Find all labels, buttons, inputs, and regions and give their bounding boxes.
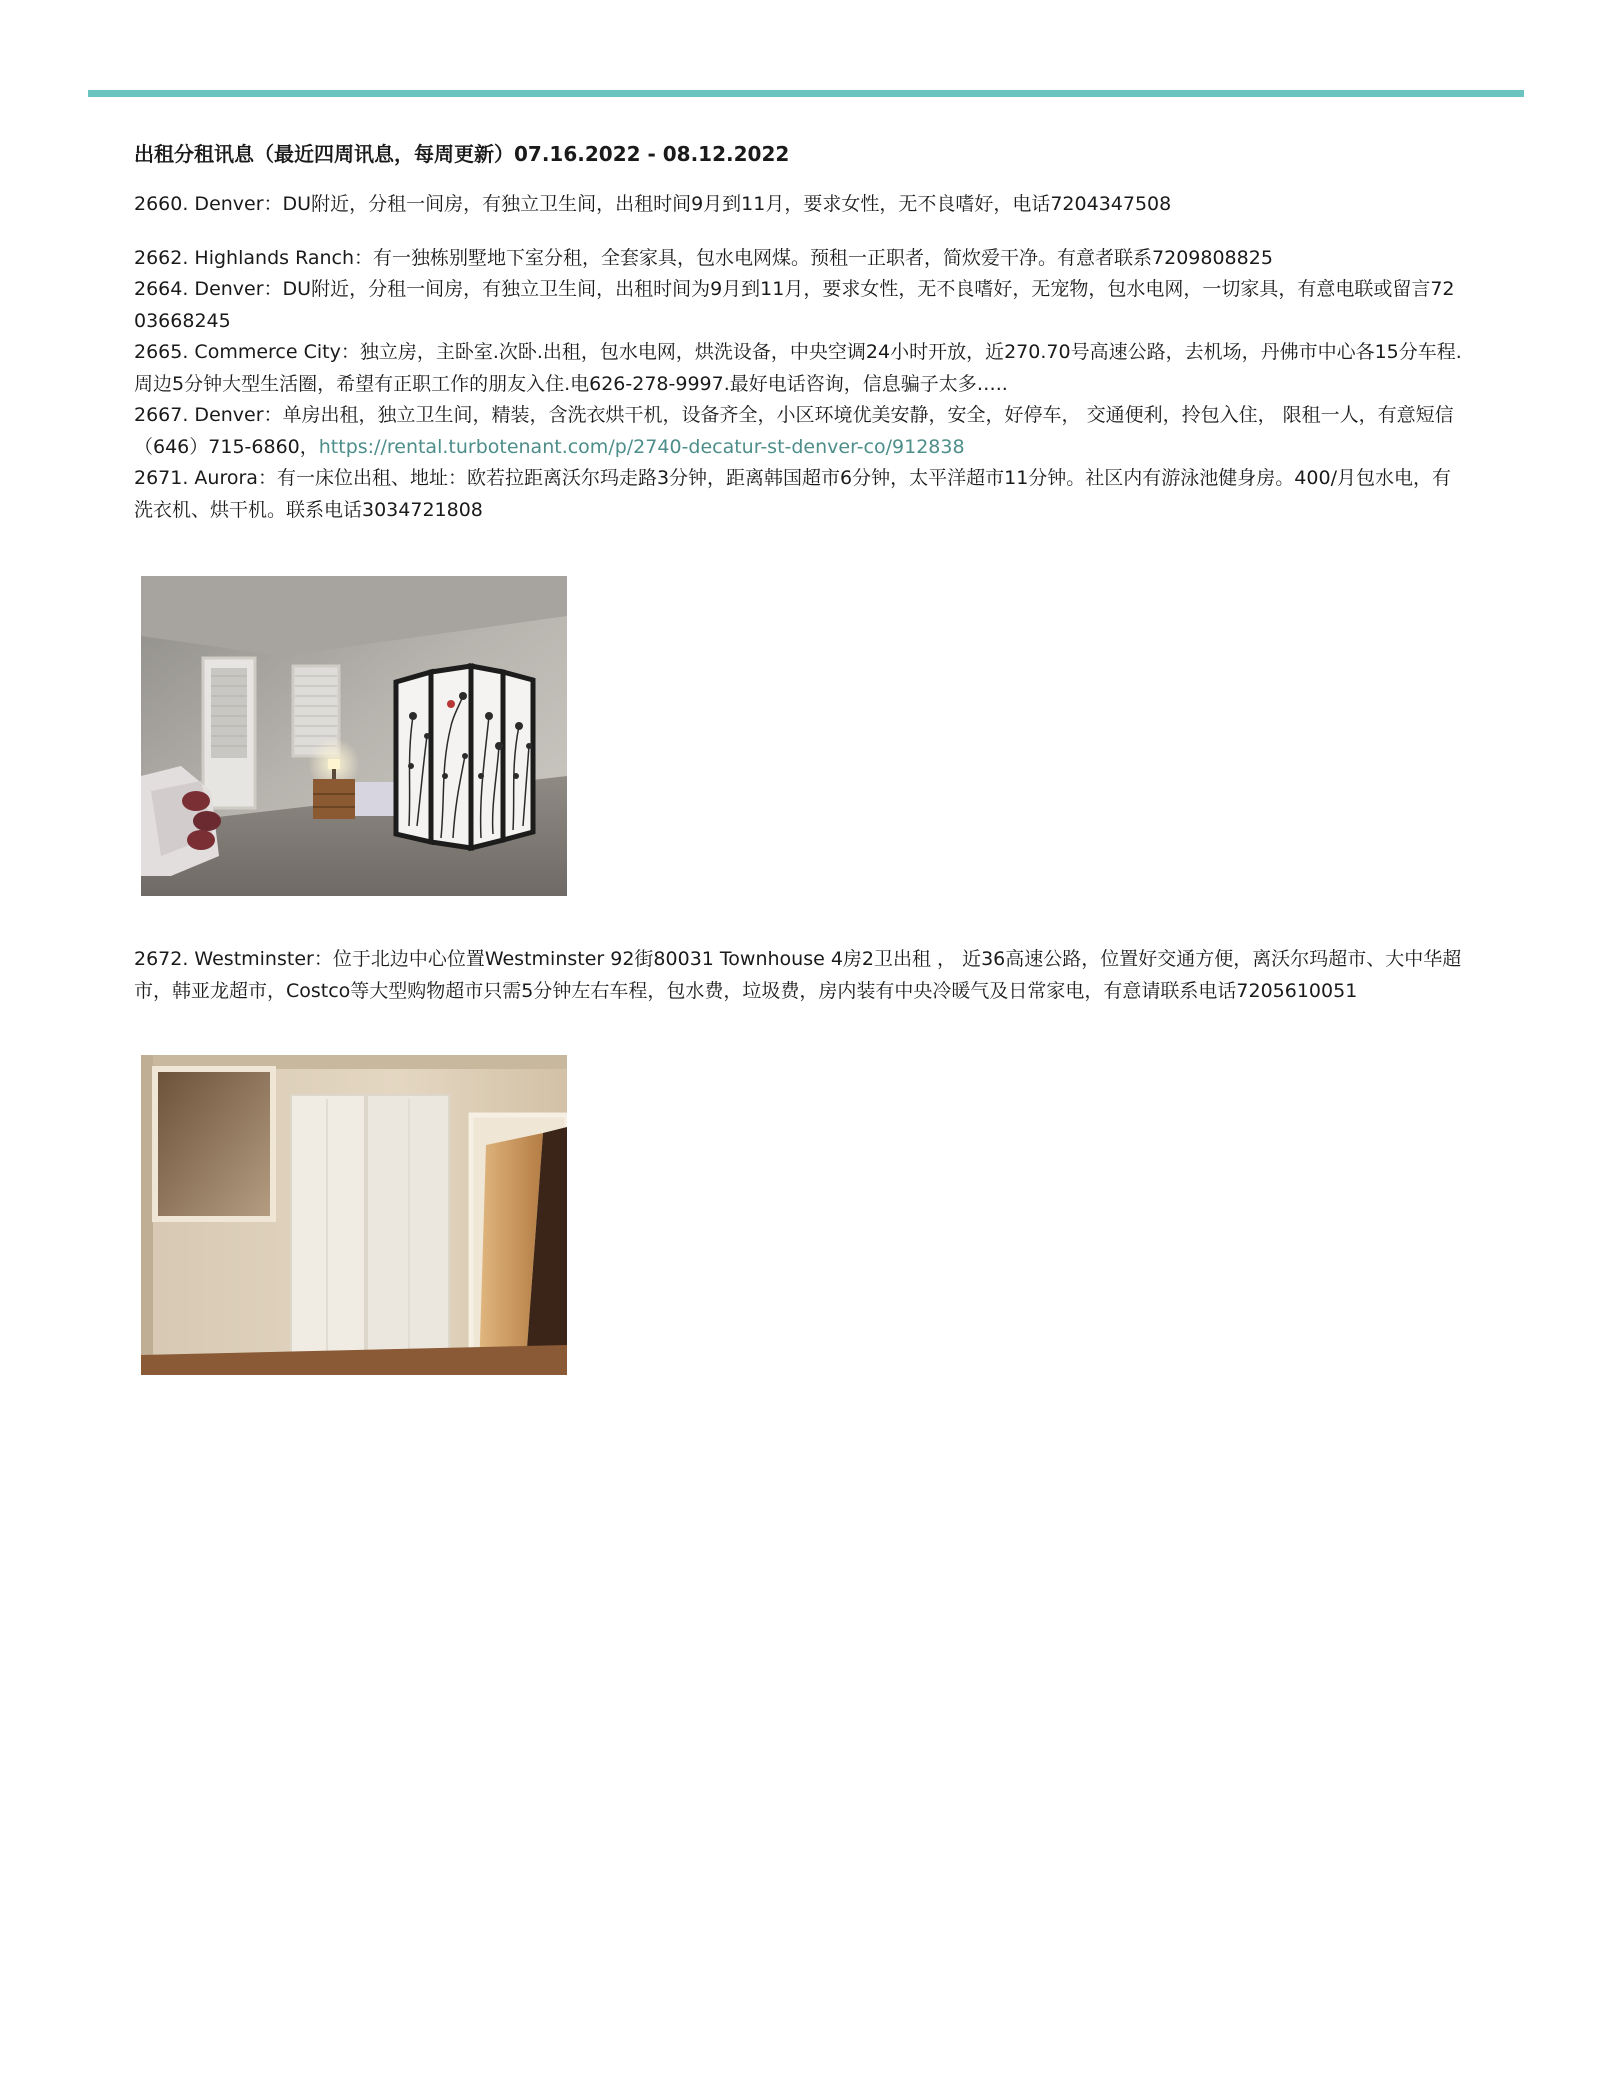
listing-2667-link[interactable]: https://rental.turbotenant.com/p/2740-decatur-st-denver-co/912838 bbox=[318, 435, 965, 458]
listings-content bbox=[134, 137, 1464, 1375]
header-rule bbox=[88, 90, 1524, 97]
listing-2662: 2662. Highlands Ranch：有一独栋别墅地下室分租，全套家具，包水电网煤。预租一正职者，简炊爱干净。有意者联系7209808825 bbox=[134, 246, 1273, 269]
listing-2660: 2660. Denver：DU附近，分租一间房，有独立卫生间，出租时间9月到11月，要求女性，无不良嗜好，电话7204347508 bbox=[134, 193, 1172, 215]
bedroom-photo bbox=[141, 576, 567, 896]
listing-2672: 2672. Westminster：位于北边中心位置Westminster 92街80031 Townhouse 4房2卫出租 ， 近36高速公路，位置好交通方便，离沃尔玛超市、大中华超市，韩亚龙超市，Costco等大型购物超市只需5分钟左右车程，包水费，垃圾费，房内装有中央冷暖气及日常家电，有意请联系电话7205610051 bbox=[134, 948, 1462, 1002]
listing-2665: 2665. Commerce City：独立房，主卧室.次卧.出租，包水电网，烘洗设备，中央空调24小时开放，近270.70号高速公路，去机场，丹佛市中心各15分车程.周边5分钟大型生活圈，希望有正职工作的朋友入住.电626-278-9997.最好电话咨询，信息骗子太多….. bbox=[134, 341, 1462, 395]
listing-2664: 2664. Denver：DU附近，分租一间房，有独立卫生间，出租时间为9月到11月，要求女性，无不良嗜好，无宠物，包水电网，一切家具，有意电联或留言7203668245 bbox=[134, 278, 1455, 332]
listing-2667-text: 2667. Denver：单房出租，独立卫生间，精装，含洗衣烘干机，设备齐全，小区环境优美安静，安全，好停车， 交通便利，拎包入住， 限租一人，有意短信（646）715-6860， bbox=[134, 404, 1454, 458]
page-title: 出租分租讯息（最近四周讯息，每周更新）07.16.2022 - 08.12.2022 bbox=[134, 142, 790, 166]
listing-2671: 2671. Aurora：有一床位出租、地址：欧若拉距离沃尔玛走路3分钟，距离韩国超市6分钟，太平洋超市11分钟。社区内有游泳池健身房。400/月包水电，有洗衣机、烘干机。联系电话3034721808 bbox=[134, 467, 1451, 521]
interior-photo bbox=[141, 1055, 567, 1375]
listing-2667 bbox=[134, 400, 1464, 463]
